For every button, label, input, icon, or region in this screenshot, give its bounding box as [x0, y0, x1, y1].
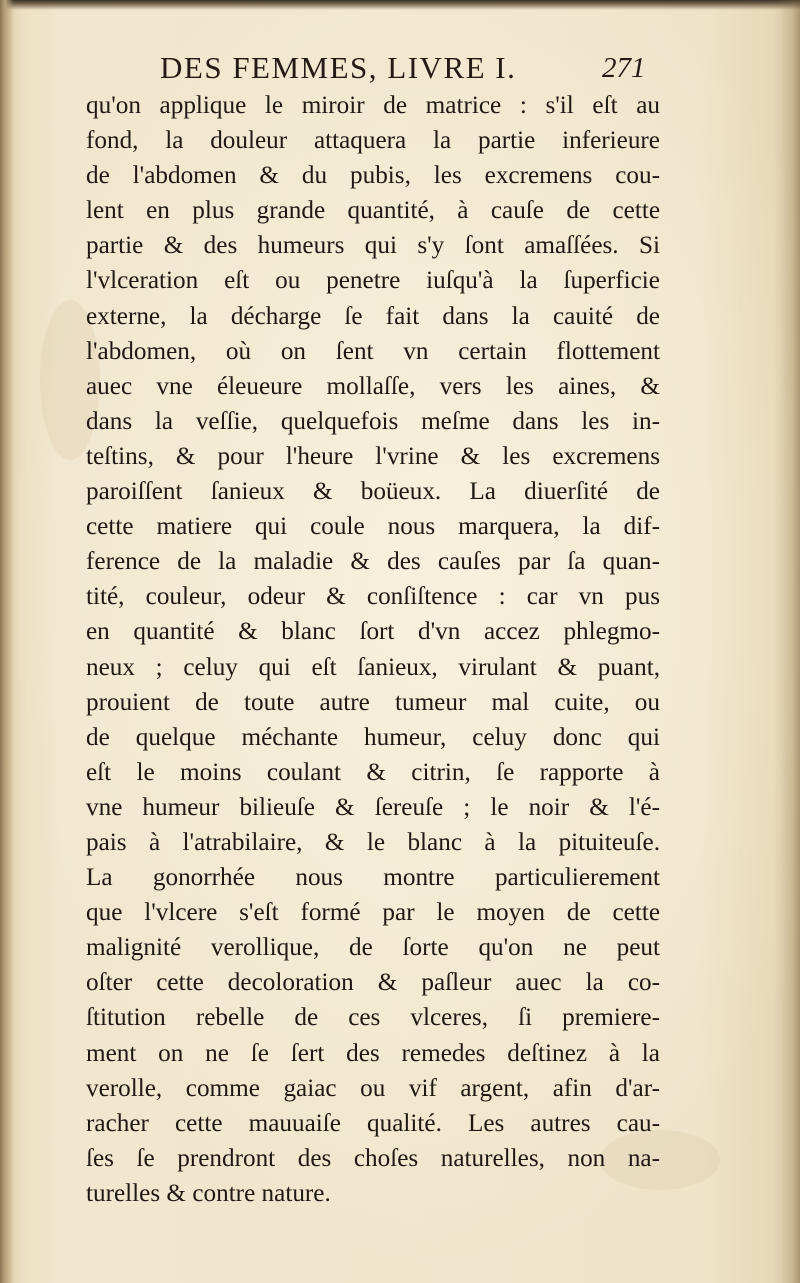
- text-line: paroiſſent ſanieux & boüeux. La diuerſité de: [86, 478, 660, 506]
- page-binding-edge: [0, 0, 14, 1283]
- body-text: [86, 88, 660, 1211]
- text-line: lent en plus grande quantité, à cauſe de cette: [86, 197, 660, 225]
- running-title: DES FEMMES, LIVRE I.: [160, 50, 517, 85]
- text-line: externe, la décharge ſe fait dans la cauité de: [86, 302, 660, 330]
- page-right-edge: [774, 0, 800, 1283]
- text-line: l'vlceration eſt ou penetre iuſqu'à la ſuperficie: [86, 267, 660, 295]
- text-line: oſter cette decoloration & paſleur auec la co-: [86, 969, 660, 997]
- text-line: teſtins, & pour l'heure l'vrine & les excremens: [86, 442, 660, 470]
- text-line: auec vne éleueure mollaſſe, vers les aines, &: [86, 372, 660, 400]
- text-line: pais à l'atrabilaire, & le blanc à la pituiteuſe.: [86, 828, 660, 856]
- running-header: [160, 50, 660, 90]
- page-top-shadow: [0, 0, 800, 10]
- text-line: ference de la maladie & des cauſes par ſa quan-: [86, 548, 660, 576]
- text-line: partie & des humeurs qui s'y ſont amaſſées. Si: [86, 232, 660, 260]
- text-line: ment on ne ſe ſert des remedes deſtinez à la: [86, 1039, 660, 1067]
- text-line: verolle, comme gaiac ou vif argent, afin d'ar-: [86, 1074, 660, 1102]
- text-line: vne humeur bilieuſe & ſereuſe ; le noir & l'é-: [86, 793, 660, 821]
- text-line: neux ; celuy qui eſt ſanieux, virulant & puant,: [86, 653, 660, 681]
- text-line: ſtitution rebelle de ces vlceres, ſi premiere-: [86, 1004, 660, 1032]
- text-line: l'abdomen, où on ſent vn certain flottement: [86, 337, 660, 365]
- text-line: qu'on applique le miroir de matrice : s'il eſt au: [86, 92, 660, 119]
- text-line: La gonorrhée nous montre particulierement: [86, 864, 660, 892]
- text-line: eſt le moins coulant & citrin, ſe rapporte à: [86, 758, 660, 786]
- text-line: dans la veſſie, quelquefois meſme dans les in-: [86, 407, 660, 435]
- text-line: que l'vlcere s'eſt formé par le moyen de cette: [86, 899, 660, 927]
- text-line: tité, couleur, odeur & conſiſtence : car vn pus: [86, 583, 660, 611]
- text-line: malignité verollique, de ſorte qu'on ne peut: [86, 934, 660, 962]
- text-line: en quantité & blanc ſort d'vn accez phlegmo-: [86, 618, 660, 646]
- text-line: prouient de toute autre tumeur mal cuite, ou: [86, 688, 660, 716]
- text-line: de l'abdomen & du pubis, les excremens cou-: [86, 162, 660, 190]
- text-line: ſes ſe prendront des choſes naturelles, non na-: [86, 1144, 660, 1172]
- text-line: de quelque méchante humeur, celuy donc qui: [86, 723, 660, 751]
- text-line: racher cette mauuaiſe qualité. Les autres cau-: [86, 1109, 660, 1137]
- text-line: turelles & contre nature.: [86, 1179, 331, 1207]
- page-number: 271: [602, 52, 646, 84]
- text-line: fond, la douleur attaquera la partie inferieure: [86, 127, 660, 155]
- text-line: cette matiere qui coule nous marquera, la dif-: [86, 513, 660, 541]
